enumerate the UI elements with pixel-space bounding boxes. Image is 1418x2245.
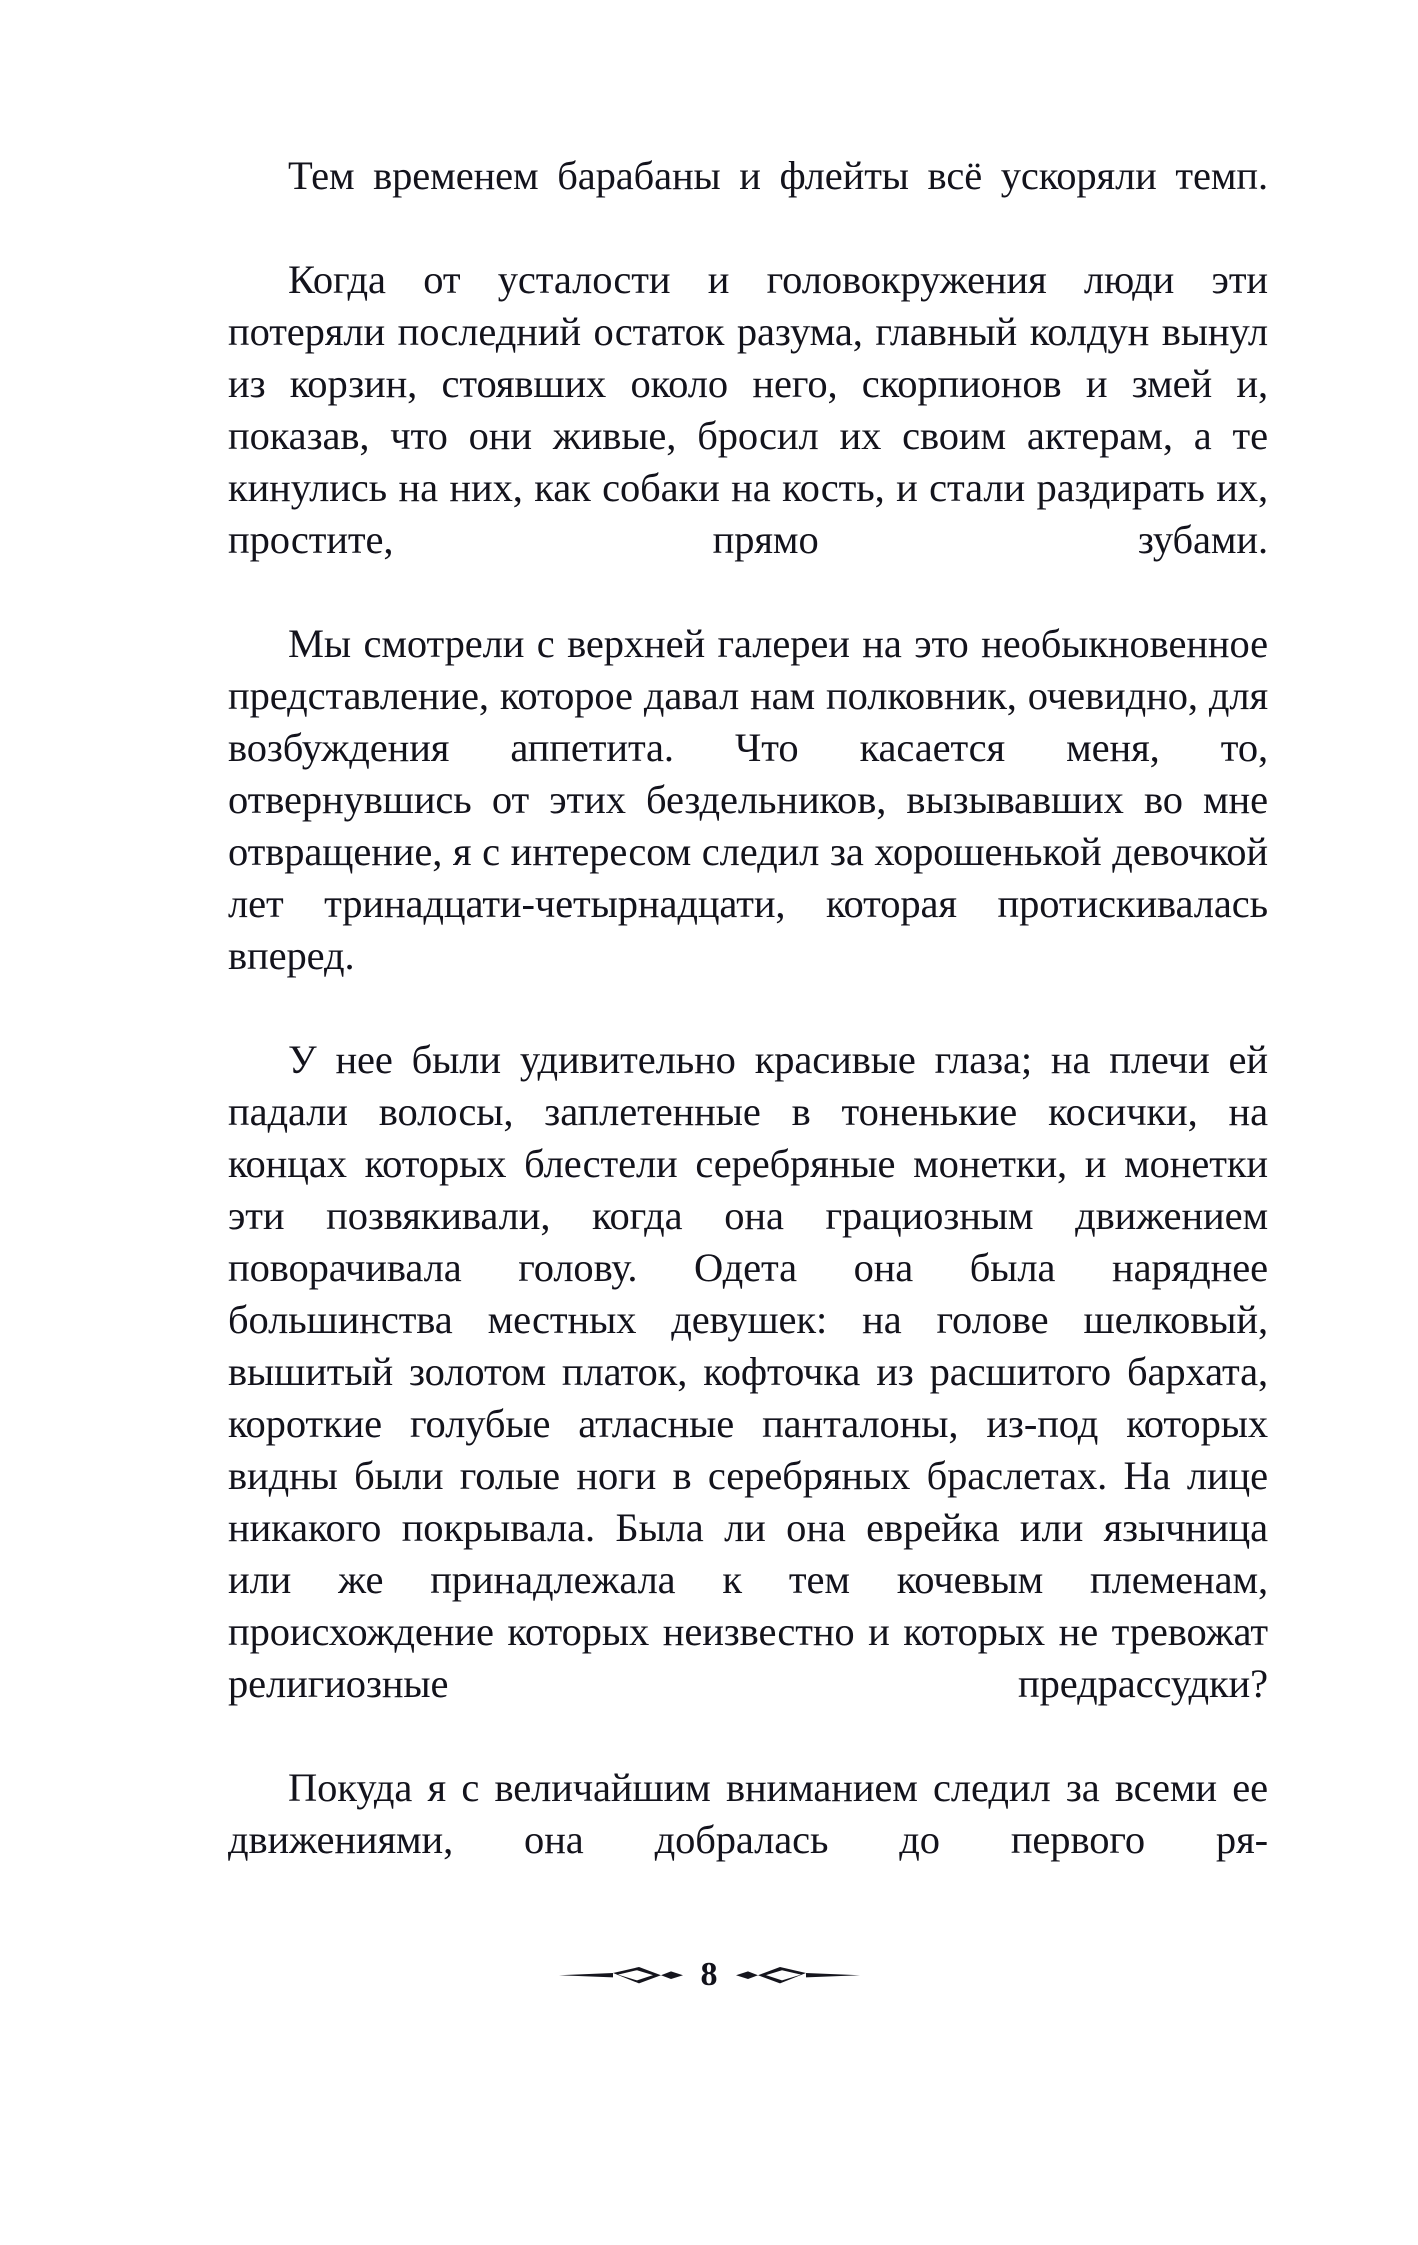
paragraph: У нее были удивительно красивые глаза; на плечи ей падали волосы, заплетенные в тоненькие косички, на концах которых блестели серебряные монетки, и монетки эти позвякивали, когда она грациозным движением поворачивала голову. Одета она была наряднее большинства местных девушек: на голове шелковый, вышитый золотом платок, кофточка из расшитого бархата, короткие голубые атласные панталоны, из-под которых видны были голые ноги в серебряных браслетах. На лице никакого покрывала. Была ли она еврейка или язычница или же принадлежала к тем кочевым племенам, происхождение которых неизвестно и которых не тревожат религиозные предрассудки?	[228, 1037, 1268, 1706]
paragraph: Тем временем барабаны и флейты всё ускоряли темп.	[288, 153, 1268, 198]
page-number: 8	[700, 1956, 718, 1993]
paragraph: Когда от усталости и головокружения люди эти потеряли последний остаток разума, главный колдун вынул из корзин, стоявших около него, скорпионов и змей и, показав, что они живые, бросил их своим актерам, а те кинулись на них, как собаки на кость, и стали раздирать их, простите, прямо зубами.	[228, 257, 1268, 562]
paragraph: Мы смотрели с верхней галереи на это необыкновенное представление, которое давал нам полковник, очевидно, для возбуждения аппетита. Что касается меня, то, отвернувшись от этих бездельников, вызывавших во мне отвращение, я с интересом следил за хорошенькой девочкой лет тринадцати-четырнадцати, которая протискивалась вперед.	[228, 621, 1268, 978]
arrow-ornament-right-icon	[734, 1962, 862, 1988]
paragraph: Покуда я с величайшим вниманием следил за всеми ее движениями, она добралась до первого ря-	[228, 1765, 1268, 1862]
page-footer	[0, 1958, 1418, 1992]
arrow-ornament-left-icon	[557, 1962, 685, 1988]
body-text-block	[228, 150, 1268, 1918]
